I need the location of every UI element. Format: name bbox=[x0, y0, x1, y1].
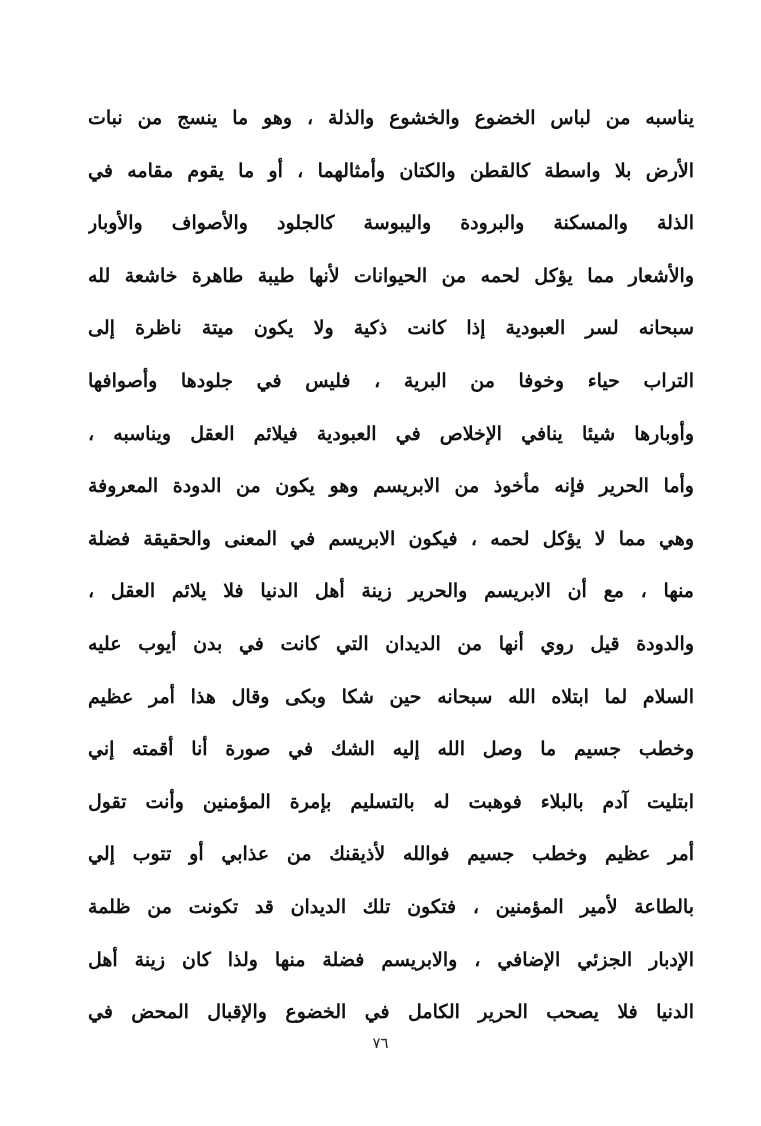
text-line: أمر عظيم وخطب جسيم فوالله لأذيقنك من عذابي أو تتوب إلي bbox=[88, 843, 694, 866]
text-line: بالطاعة لأمير المؤمنين ، فتكون تلك الديدان قد تكونت من ظلمة bbox=[88, 895, 694, 918]
text-line: وخطب جسيم ما وصل الله إليه الشك في صورة أنا أقمته إني bbox=[88, 738, 694, 761]
text-line: الأرض بلا واسطة كالقطن والكتان وأمثالهما ، أو ما يقوم مقامه في bbox=[88, 159, 694, 182]
text-line: التراب حياء وخوفا من البرية ، فليس في جلودها وأصوافها bbox=[88, 369, 694, 392]
text-line: يناسبه من لباس الخضوع والخشوع والذلة ، وهو ما ينسج من نبات bbox=[88, 107, 694, 129]
text-line: وهي مما لا يؤكل لحمه ، فيكون الابريسم في المعنى والحقيقة فضلة bbox=[88, 527, 694, 550]
body-text bbox=[88, 92, 694, 1039]
text-line: والأشعار مما يؤكل لحمه من الحيوانات لأنها طيبة طاهرة خاشعة لله bbox=[88, 264, 694, 287]
text-line: سبحانه لسر العبودية إذا كانت ذكية ولا يكون ميتة ناظرة إلى bbox=[88, 317, 694, 340]
page-number: ٧٦ bbox=[372, 1034, 389, 1052]
text-line: والدودة قيل روي أنها من الديدان التي كانت في بدن أيوب عليه bbox=[88, 632, 694, 655]
text-line: منها ، مع أن الابريسم والحرير زينة أهل الدنيا فلا يلائم العقل ، bbox=[88, 580, 694, 603]
text-line: الذلة والمسكنة والبرودة واليبوسة كالجلود والأصواف والأوبار bbox=[88, 212, 694, 235]
text-line: ابتليت آدم بالبلاء فوهبت له بالتسليم بإمرة المؤمنين وأنت تقول bbox=[88, 790, 694, 813]
text-line: الإدبار الجزئي الإضافي ، والابريسم فضلة منها ولذا كان زينة أهل bbox=[88, 948, 694, 971]
text-line: وأما الحرير فإنه مأخوذ من الابريسم وهو يكون من الدودة المعروفة bbox=[88, 475, 694, 498]
text-line: وأوبارها شيئا ينافي الإخلاص في العبودية فيلائم العقل ويناسبه ، bbox=[88, 422, 694, 445]
text-line: الدنيا فلا يصحب الحرير الكامل في الخضوع والإقبال المحض في bbox=[88, 1001, 694, 1024]
text-line: السلام لما ابتلاه الله سبحانه حين شكا وبكى وقال هذا أمر عظيم bbox=[88, 685, 694, 708]
